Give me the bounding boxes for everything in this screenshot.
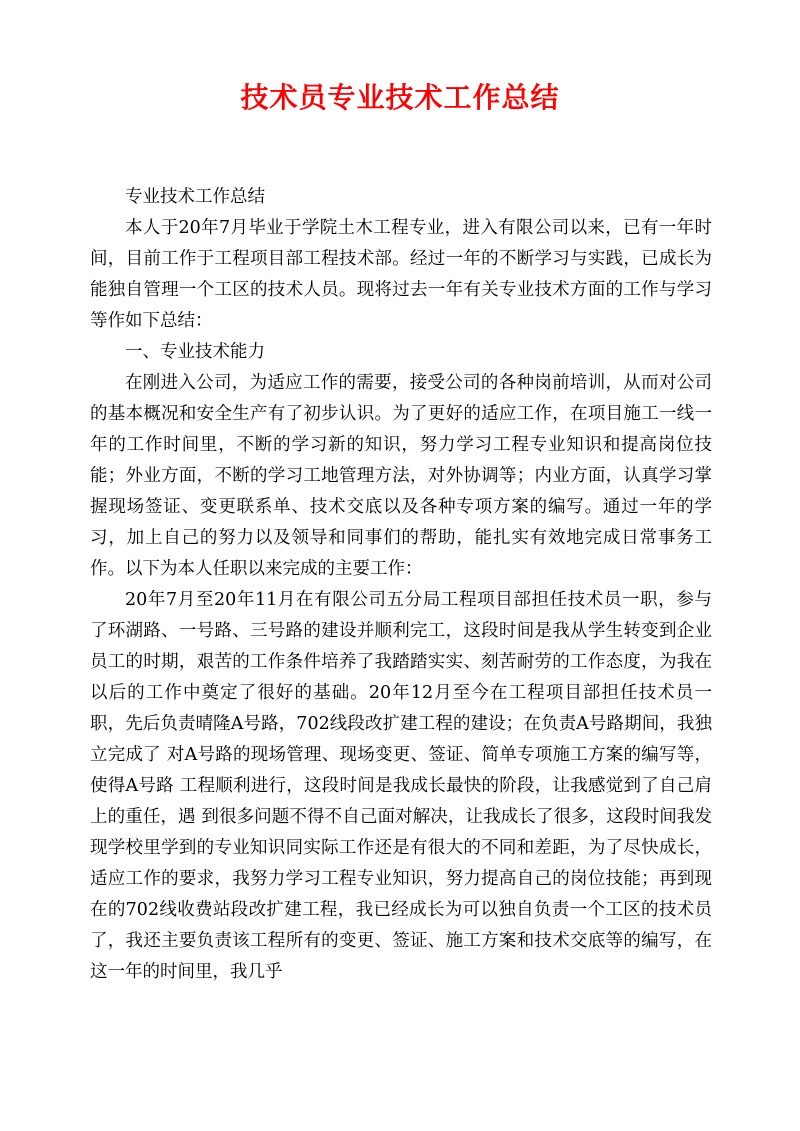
paragraph-training: 在刚进入公司，为适应工作的需要，接受公司的各种岗前培训，从而对公司的基本概况和安全生产有了初步认识。为了更好的适应工作，在项目施工一线一年的工作时间里，不断的学习新的知识，努力学习工程专业知识和提高岗位技能；外业方面，不断的学习工地管理方法，对外协调等；内业方面，认真学习掌握现场签证、变更联系单、技术交底以及各种专项方案的编写。通过一年的学习，加上自己的努力以及领导和同事们的帮助，能扎实有效地完成日常事务工作。以下为本人任职以来完成的主要工作： [90, 373, 712, 579]
paragraph-intro: 本人于20年7月毕业于学院土木工程专业，进入有限公司以来，已有一年时间，目前工作于工程项目部工程技术部。经过一年的不断学习与实践，已成长为能独自管理一个工区的技术人员。现将过去一年有关专业技术方面的工作与学习等作如下总结： [90, 218, 712, 331]
document-title: 技术员专业技术工作总结 [240, 81, 560, 114]
section-heading-professional-ability: 一、专业技术能力 [125, 342, 265, 362]
paragraph-work-history: 20年7月至20年11月在有限公司五分局工程项目部担任技术员一职，参与 了环湖路、一号路、三号路的建设并顺利完工，这段时间是我从学生转变到企业员工的时期，艰苦的工作条件培养了我踏踏实实、刻苦耐劳的工作态度，为我在以后的工作中奠定了很好的基础。20年12月至今在工程项目部担任技术员一职，先后负责晴隆A号路，702线段改扩建工程的建设；在负责A号路期间，我独立完成了 对A号路的现场管理、现场变更、签证、简单专项施工方案的编写等，使得A号路 工程顺利进行，这段时间是我成长最快的阶段，让我感觉到了自己肩上的重任，遇 到很多问题不得不自己面对解决，让我成长了很多，这段时间我发现学校里学到的专业知识同实际工作还是有很大的不同和差距，为了尽快成长，适应工作的要求，我努力学习工程专业知识，努力提高自己的岗位技能；再到现在的702线收费站段改扩建工程，我已经成长为可以独自负责一个工区的技术员了，我还主要负责该工程所有的变更、签证、施工方案和技术交底等的编写，在这一年的时间里，我几乎 [90, 590, 712, 982]
paragraph-subtitle: 专业技术工作总结 [125, 187, 265, 207]
document-body [90, 182, 712, 988]
